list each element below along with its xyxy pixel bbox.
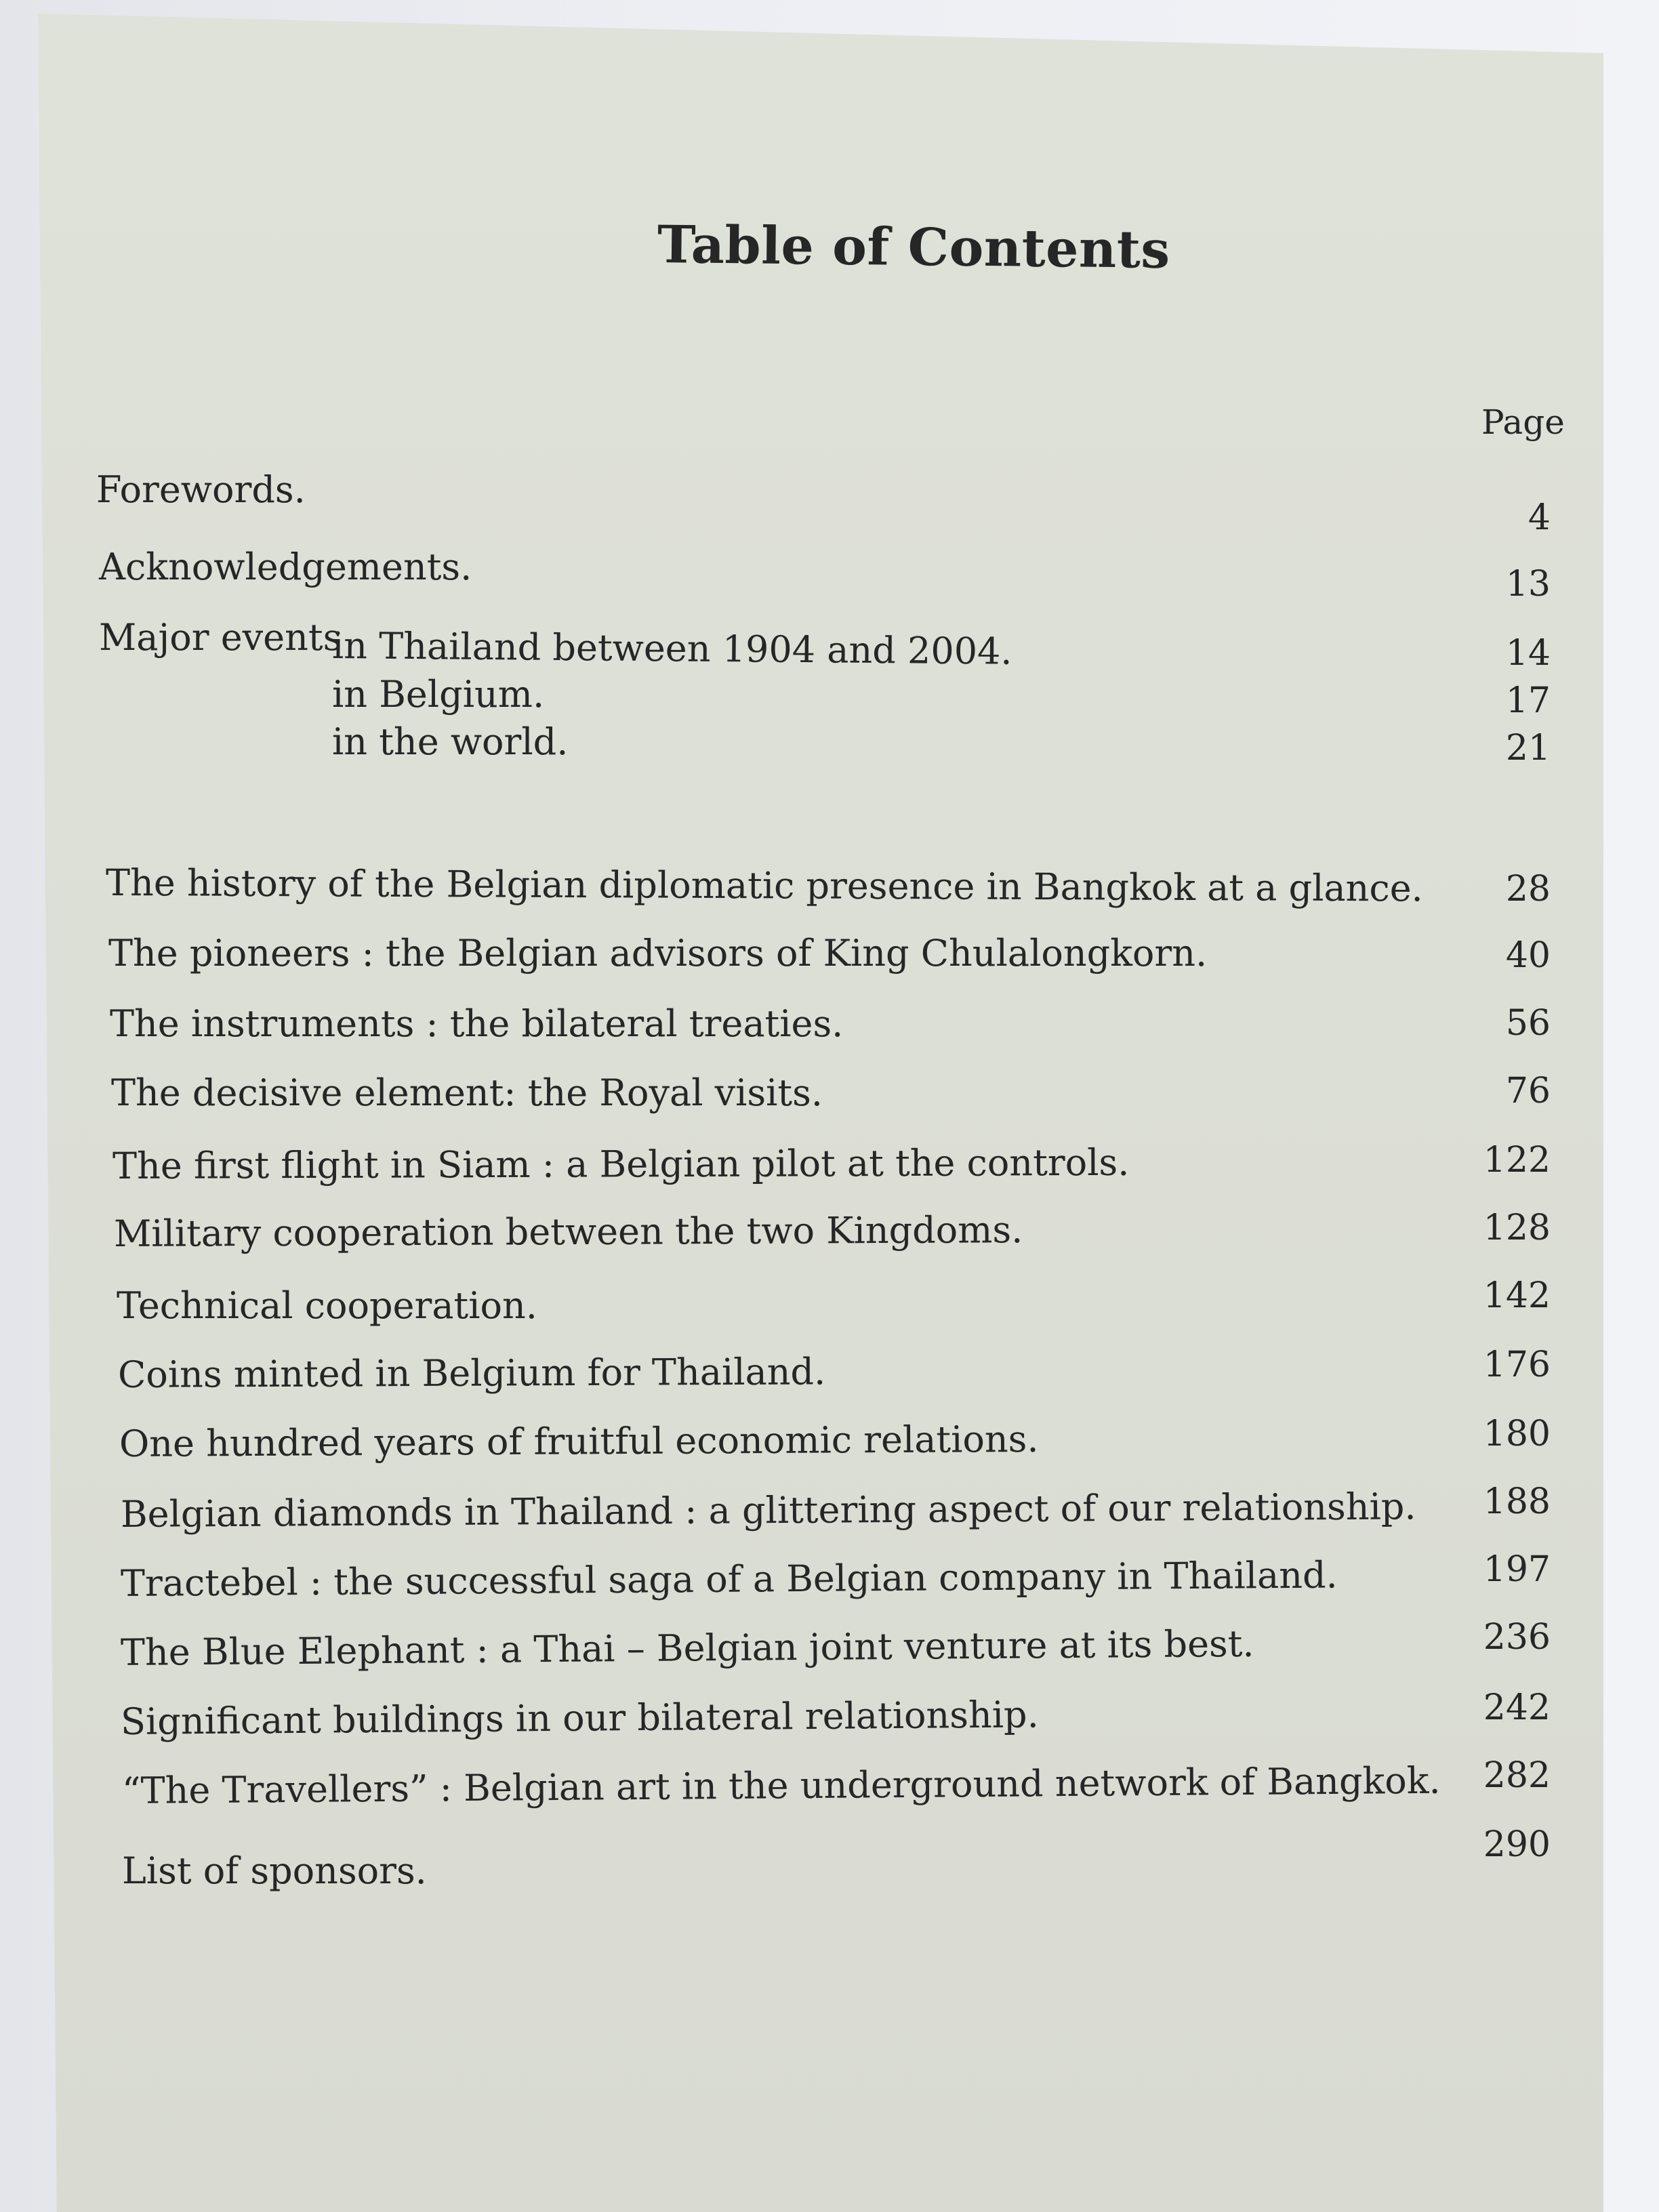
toc-entry-label: The decisive element: the Royal visits. (111, 1071, 823, 1114)
toc-entry-label: The instruments : the bilateral treaties. (110, 1002, 844, 1045)
toc-entry-sublabel: in Belgium. (332, 673, 545, 716)
toc-entry-label: The history of the Belgian diplomatic presence in Bangkok at a glance. (105, 861, 1423, 910)
toc-entry-label: Acknowledgements. (99, 546, 472, 588)
toc-entry-sublabel: in Thailand between 1904 and 2004. (331, 624, 1012, 673)
toc-entry-label: One hundred years of fruitful economic relations. (119, 1417, 1039, 1465)
toc-entry-page: 76 (1505, 1071, 1551, 1111)
toc-entry-page: 28 (1505, 869, 1551, 909)
toc-entry-page: 197 (1483, 1549, 1551, 1590)
toc-entry-label: “The Travellers” : Belgian art in the underground network of Bangkok. (121, 1759, 1441, 1812)
toc-entry-label: Coins minted in Belgium for Thailand. (117, 1350, 826, 1396)
toc-entry-page: 188 (1483, 1481, 1551, 1522)
toc-entry-label: The Blue Elephant : a Thai – Belgian joint venture at its best. (120, 1622, 1254, 1674)
toc-entry-page: 56 (1505, 1003, 1551, 1044)
toc-entry-page: 242 (1483, 1687, 1551, 1728)
toc-entry-sublabel: in the world. (332, 720, 569, 763)
toc-entry-label: Significant buildings in our bilateral relationship. (120, 1693, 1040, 1743)
toc-entry-label: Tractebel : the successful saga of a Belgian company in Thailand. (120, 1553, 1338, 1605)
toc-entry-page: 21 (1505, 728, 1551, 769)
toc-entry-page: 142 (1483, 1275, 1551, 1316)
toc-entry-page: 180 (1483, 1414, 1551, 1454)
toc-entry-page: 17 (1505, 680, 1551, 721)
toc-entry-label: The pioneers : the Belgian advisors of King Chulalongkorn. (108, 932, 1208, 975)
page-title: Table of Contents (657, 214, 1171, 280)
toc-entry-label: Technical cooperation. (117, 1284, 537, 1327)
toc-entry-page: 128 (1483, 1208, 1551, 1248)
toc-entry-page: 13 (1505, 564, 1551, 605)
toc-entry-label: Forewords. (96, 468, 306, 511)
toc-entry-page: 176 (1483, 1345, 1551, 1385)
toc-entry-label: Military cooperation between the two Kingdoms. (113, 1208, 1023, 1255)
page-column-header: Page (1481, 403, 1565, 442)
toc-entry-page: 236 (1483, 1617, 1551, 1658)
toc-entry-page: 290 (1483, 1824, 1551, 1865)
toc-entry-page: 40 (1505, 935, 1551, 976)
toc-entry-page: 122 (1483, 1140, 1551, 1181)
toc-entry-label: Belgian diamonds in Thailand : a glittering aspect of our relationship. (120, 1485, 1416, 1536)
toc-entry-label: List of sponsors. (122, 1849, 427, 1892)
toc-entry-label: The first flight in Siam : a Belgian pilot at the controls. (112, 1141, 1130, 1187)
toc-entry-page: 14 (1505, 633, 1551, 674)
toc-entry-page: 4 (1528, 497, 1551, 538)
toc-entry-page: 282 (1483, 1755, 1551, 1796)
toc-entry-label: Major events (99, 616, 342, 659)
